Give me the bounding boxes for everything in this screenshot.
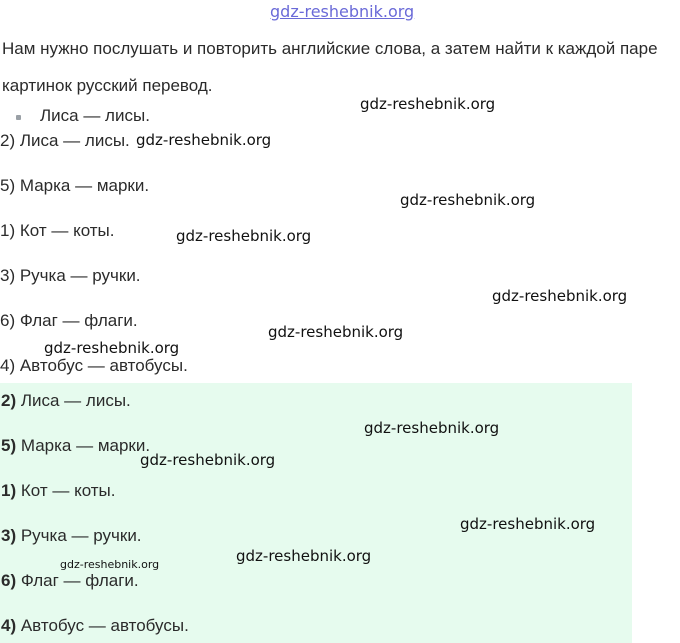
watermark: gdz-reshebnik.org bbox=[136, 131, 272, 149]
watermark: gdz-reshebnik.org bbox=[460, 515, 596, 533]
watermark: gdz-reshebnik.org bbox=[44, 339, 180, 357]
answer-line: 1) Кот — коты. bbox=[0, 221, 115, 240]
answer-line: 6) Флаг — флаги. bbox=[0, 311, 138, 330]
highlighted-answer-line: 3) Ручка — ручки. bbox=[1, 526, 142, 545]
answer-line: 3) Ручка — ручки. bbox=[0, 266, 141, 285]
highlighted-answer-line: 6) Флаг — флаги. bbox=[1, 571, 139, 590]
watermark: gdz-reshebnik.org bbox=[60, 558, 160, 571]
watermark: gdz-reshebnik.org bbox=[360, 95, 496, 113]
highlighted-answer-line: 4) Автобус — автобусы. bbox=[1, 616, 189, 635]
watermark: gdz-reshebnik.org bbox=[176, 227, 312, 245]
watermark: gdz-reshebnik.org bbox=[236, 547, 372, 565]
highlighted-answer-line: 2) Лиса — лисы. bbox=[1, 391, 131, 410]
highlighted-answer-line: 5) Марка — марки. bbox=[1, 436, 151, 455]
watermark: gdz-reshebnik.org bbox=[268, 323, 404, 341]
watermark: gdz-reshebnik.org bbox=[364, 419, 500, 437]
answer-line: 4) Автобус — автобусы. bbox=[0, 356, 188, 375]
highlighted-answer-block bbox=[0, 383, 632, 643]
site-watermark-link[interactable]: gdz-reshebnik.org bbox=[270, 2, 415, 21]
answer-line: 5) Марка — марки. bbox=[0, 176, 150, 195]
list-bullet bbox=[16, 115, 21, 120]
watermark: gdz-reshebnik.org bbox=[492, 287, 628, 305]
watermark: gdz-reshebnik.org bbox=[140, 451, 276, 469]
task-description: Нам нужно послушать и повторить английские слова, а затем найти к каждой паре картинок русский перевод. bbox=[2, 39, 658, 95]
highlighted-answer-line: 1) Кот — коты. bbox=[1, 481, 116, 500]
bullet-item: Лиса — лисы. bbox=[40, 106, 150, 125]
watermark: gdz-reshebnik.org bbox=[400, 191, 536, 209]
answer-line: 2) Лиса — лисы. bbox=[0, 131, 130, 150]
